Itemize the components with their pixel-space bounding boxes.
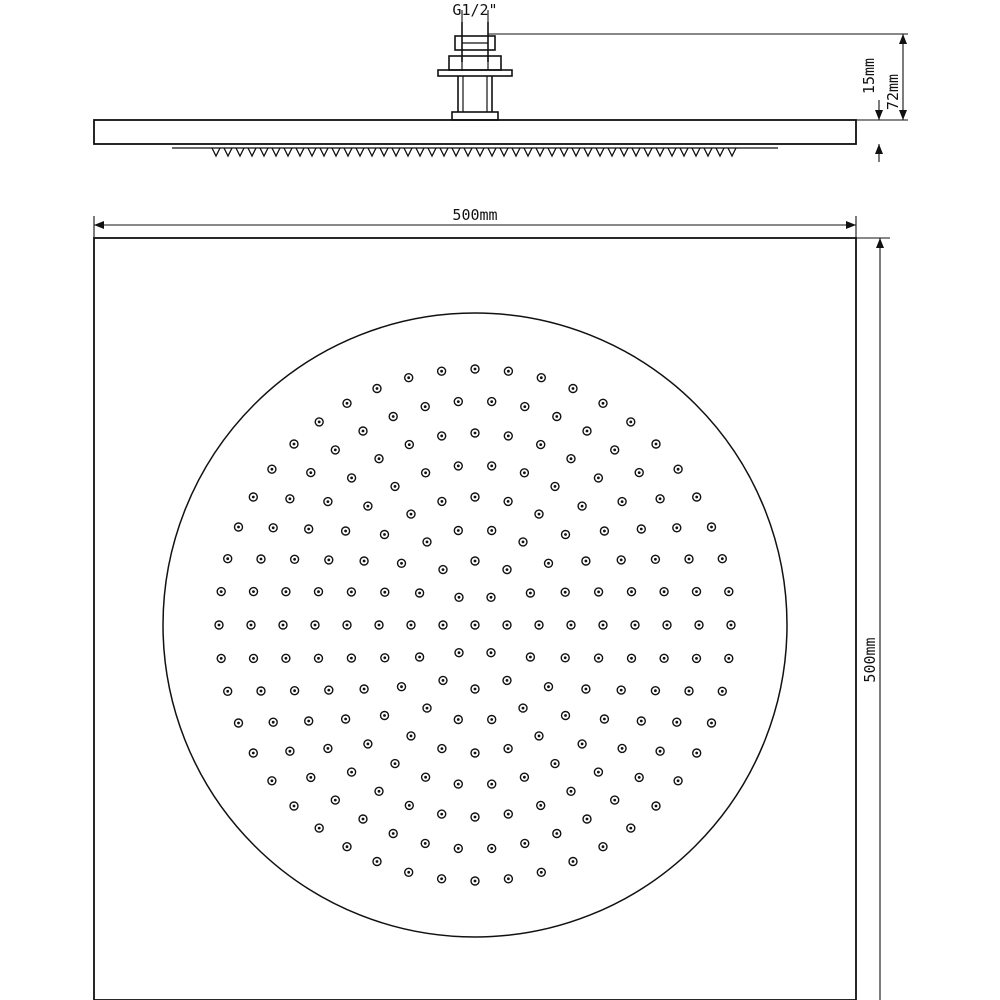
side-view	[94, 22, 856, 156]
nozzle	[594, 768, 602, 776]
nozzle	[342, 715, 350, 723]
side-nozzle	[572, 148, 580, 156]
nozzle	[488, 398, 496, 406]
nozzle	[599, 621, 607, 629]
side-nozzle	[452, 148, 460, 156]
nozzle	[488, 527, 496, 535]
side-nozzle	[716, 148, 724, 156]
nozzle	[360, 557, 368, 565]
depth-label: 500mm	[861, 637, 879, 683]
nozzle	[569, 858, 577, 866]
side-nozzle	[488, 148, 496, 156]
side-nozzle	[668, 148, 676, 156]
nozzle	[718, 555, 726, 563]
nozzle	[391, 482, 399, 490]
nozzle	[375, 455, 383, 463]
nozzle	[343, 399, 351, 407]
nozzle	[503, 621, 511, 629]
nozzle	[405, 868, 413, 876]
side-nozzle	[272, 148, 280, 156]
nozzle	[562, 531, 570, 539]
nozzle	[551, 760, 559, 768]
nozzle	[405, 801, 413, 809]
nozzle	[381, 654, 389, 662]
nozzle	[269, 718, 277, 726]
nozzle	[373, 858, 381, 866]
hex-nut	[449, 56, 501, 70]
nozzle	[291, 687, 299, 695]
nozzle	[535, 621, 543, 629]
nozzle	[286, 747, 294, 755]
nozzle	[405, 374, 413, 382]
nozzle	[423, 538, 431, 546]
nozzle	[504, 875, 512, 883]
side-nozzle	[656, 148, 664, 156]
nozzle	[504, 432, 512, 440]
nozzle	[600, 527, 608, 535]
nozzle	[454, 716, 462, 724]
nozzle	[235, 719, 243, 727]
nozzle	[504, 497, 512, 505]
side-nozzle	[440, 148, 448, 156]
nozzle	[311, 621, 319, 629]
nozzle	[599, 399, 607, 407]
width-label: 500mm	[452, 206, 498, 224]
side-nozzle	[248, 148, 256, 156]
side-nozzle	[560, 148, 568, 156]
nozzle	[454, 462, 462, 470]
nozzle	[725, 654, 733, 662]
side-nozzle	[536, 148, 544, 156]
nozzle	[553, 830, 561, 838]
nozzle	[454, 844, 462, 852]
nozzle	[503, 676, 511, 684]
nozzle	[583, 815, 591, 823]
nozzle	[535, 732, 543, 740]
nozzle	[595, 588, 603, 596]
nozzle	[660, 588, 668, 596]
nozzle	[600, 715, 608, 723]
nozzle	[553, 413, 561, 421]
nozzle	[637, 717, 645, 725]
nozzle	[545, 683, 553, 691]
nozzle	[405, 441, 413, 449]
nozzle	[652, 440, 660, 448]
side-nozzle	[296, 148, 304, 156]
side-nozzle	[608, 148, 616, 156]
nozzle	[519, 538, 527, 546]
side-nozzle	[392, 148, 400, 156]
nozzle	[520, 469, 528, 477]
nozzle	[673, 524, 681, 532]
nozzle	[343, 843, 351, 851]
nozzle	[471, 749, 479, 757]
head-plate	[94, 120, 856, 144]
nozzle	[617, 556, 625, 564]
nozzle	[488, 716, 496, 724]
nozzle	[315, 588, 323, 596]
nozzle	[249, 493, 257, 501]
square-plate	[94, 238, 856, 1000]
side-nozzle	[344, 148, 352, 156]
neck	[452, 76, 498, 120]
nozzle	[375, 787, 383, 795]
nozzle	[487, 593, 495, 601]
nozzle	[569, 385, 577, 393]
nozzle	[685, 687, 693, 695]
total-height-label: 72mm	[884, 73, 902, 111]
nozzle	[652, 802, 660, 810]
nozzle	[520, 773, 528, 781]
side-nozzle	[728, 148, 736, 156]
side-nozzle	[524, 148, 532, 156]
side-nozzle	[356, 148, 364, 156]
nozzle	[359, 815, 367, 823]
nozzle	[582, 557, 590, 565]
nozzle	[454, 527, 462, 535]
nozzle	[471, 813, 479, 821]
nozzle	[422, 469, 430, 477]
top-view	[94, 238, 856, 1000]
nozzle	[693, 493, 701, 501]
nozzle	[535, 510, 543, 518]
nozzle	[381, 531, 389, 539]
nozzle	[305, 717, 313, 725]
nozzle	[391, 760, 399, 768]
nozzle-row	[172, 148, 778, 156]
nozzle	[631, 621, 639, 629]
nozzle	[521, 839, 529, 847]
side-nozzle	[284, 148, 292, 156]
nozzle	[324, 498, 332, 506]
nozzle	[578, 502, 586, 510]
nozzle	[651, 687, 659, 695]
nozzle	[423, 704, 431, 712]
nozzle	[537, 441, 545, 449]
arm-height-label: 15mm	[860, 57, 878, 95]
nozzle	[578, 740, 586, 748]
top-view-dimensions	[94, 216, 890, 1000]
side-nozzle	[476, 148, 484, 156]
nozzle	[488, 844, 496, 852]
side-nozzle	[548, 148, 556, 156]
nozzle	[454, 398, 462, 406]
nozzle	[611, 446, 619, 454]
nozzle	[416, 589, 424, 597]
nozzle	[635, 469, 643, 477]
nozzle	[567, 621, 575, 629]
nozzle	[389, 413, 397, 421]
nozzle	[438, 745, 446, 753]
nozzle	[618, 498, 626, 506]
side-nozzle	[500, 148, 508, 156]
nozzle	[455, 593, 463, 601]
nozzle	[627, 824, 635, 832]
nozzle	[325, 686, 333, 694]
side-view-dimensions	[462, 10, 908, 162]
nozzle	[537, 868, 545, 876]
nozzle	[561, 654, 569, 662]
nozzle	[693, 588, 701, 596]
nozzle	[471, 365, 479, 373]
nozzle	[421, 403, 429, 411]
nozzle	[282, 588, 290, 596]
nozzle	[398, 683, 406, 691]
side-nozzle	[584, 148, 592, 156]
side-nozzle	[680, 148, 688, 156]
side-nozzle	[596, 148, 604, 156]
nozzle	[503, 566, 511, 574]
nozzle	[718, 687, 726, 695]
nozzle	[562, 712, 570, 720]
nozzle	[660, 654, 668, 662]
nozzle	[268, 777, 276, 785]
side-nozzle	[260, 148, 268, 156]
nozzle	[217, 654, 225, 662]
nozzle	[389, 830, 397, 838]
nozzle	[348, 474, 356, 482]
nozzle	[471, 685, 479, 693]
nozzle	[257, 687, 265, 695]
nozzle	[674, 777, 682, 785]
nozzle	[407, 510, 415, 518]
nozzle	[595, 654, 603, 662]
nozzle	[331, 446, 339, 454]
nozzle	[375, 621, 383, 629]
nozzle	[307, 469, 315, 477]
nozzle	[398, 559, 406, 567]
nozzle	[471, 877, 479, 885]
nozzle	[290, 802, 298, 810]
side-nozzle	[416, 148, 424, 156]
nozzle	[373, 385, 381, 393]
nozzle-grid	[215, 365, 735, 885]
nozzle	[279, 621, 287, 629]
nozzle	[594, 474, 602, 482]
nozzle	[454, 780, 462, 788]
nozzle	[290, 440, 298, 448]
nozzle	[268, 465, 276, 473]
nozzle	[315, 824, 323, 832]
nozzle	[561, 588, 569, 596]
side-nozzle	[320, 148, 328, 156]
nozzle	[504, 367, 512, 375]
nozzle	[628, 654, 636, 662]
nozzle	[628, 588, 636, 596]
nozzle	[551, 482, 559, 490]
nozzle	[407, 732, 415, 740]
nozzle	[250, 654, 258, 662]
nozzle	[364, 502, 372, 510]
nozzle	[526, 653, 534, 661]
side-nozzle	[212, 148, 220, 156]
nozzle	[360, 685, 368, 693]
nozzle	[235, 523, 243, 531]
nozzle	[617, 686, 625, 694]
nozzle	[257, 555, 265, 563]
side-nozzle	[236, 148, 244, 156]
nozzle	[725, 588, 733, 596]
nozzle	[348, 768, 356, 776]
nozzle	[656, 495, 664, 503]
side-nozzle	[620, 148, 628, 156]
side-nozzle	[332, 148, 340, 156]
nozzle	[421, 839, 429, 847]
nozzle	[438, 367, 446, 375]
nozzle	[347, 588, 355, 596]
nozzle	[663, 621, 671, 629]
side-nozzle	[644, 148, 652, 156]
nozzle	[325, 556, 333, 564]
nozzle	[315, 418, 323, 426]
side-nozzle	[632, 148, 640, 156]
nozzle	[674, 465, 682, 473]
nozzle	[708, 719, 716, 727]
nozzle	[416, 653, 424, 661]
nozzle	[342, 527, 350, 535]
nozzle	[693, 749, 701, 757]
nozzle	[637, 525, 645, 533]
nozzle	[217, 588, 225, 596]
nozzle	[627, 418, 635, 426]
nozzle	[364, 740, 372, 748]
nozzle	[324, 744, 332, 752]
flange	[438, 70, 512, 76]
nozzle	[537, 801, 545, 809]
nozzle	[567, 787, 575, 795]
thread-size-label: G1/2"	[452, 1, 498, 19]
side-nozzle	[692, 148, 700, 156]
nozzle	[673, 718, 681, 726]
nozzle	[695, 621, 703, 629]
nozzle	[635, 773, 643, 781]
nozzle	[286, 495, 294, 503]
nozzle	[611, 796, 619, 804]
nozzle	[567, 455, 575, 463]
nozzle	[583, 427, 591, 435]
nozzle	[438, 432, 446, 440]
nozzle	[519, 704, 527, 712]
nozzle	[282, 654, 290, 662]
nozzle	[651, 555, 659, 563]
nozzle	[291, 555, 299, 563]
nozzle	[488, 780, 496, 788]
nozzle	[343, 621, 351, 629]
nozzle	[471, 557, 479, 565]
nozzle	[521, 403, 529, 411]
nozzle	[215, 621, 223, 629]
nozzle	[269, 524, 277, 532]
nozzle	[250, 588, 258, 596]
nozzle	[618, 744, 626, 752]
nozzle	[422, 773, 430, 781]
nozzle	[693, 654, 701, 662]
nozzle	[381, 712, 389, 720]
side-nozzle	[380, 148, 388, 156]
side-nozzle	[512, 148, 520, 156]
nozzle	[471, 493, 479, 501]
nozzle	[438, 497, 446, 505]
side-nozzle	[224, 148, 232, 156]
side-nozzle	[308, 148, 316, 156]
side-nozzle	[404, 148, 412, 156]
nozzle	[381, 588, 389, 596]
nozzle	[331, 796, 339, 804]
side-nozzle	[704, 148, 712, 156]
nozzle	[488, 462, 496, 470]
nozzle	[708, 523, 716, 531]
side-nozzle	[464, 148, 472, 156]
nozzle	[537, 374, 545, 382]
nozzle	[545, 559, 553, 567]
nozzle	[224, 687, 232, 695]
nozzle	[526, 589, 534, 597]
nozzle	[359, 427, 367, 435]
nozzle	[455, 649, 463, 657]
nozzle	[656, 747, 664, 755]
side-nozzle	[428, 148, 436, 156]
nozzle	[504, 810, 512, 818]
nozzle	[315, 654, 323, 662]
nozzle	[487, 649, 495, 657]
nozzle	[347, 654, 355, 662]
nozzle	[438, 810, 446, 818]
nozzle	[582, 685, 590, 693]
nozzle	[599, 843, 607, 851]
nozzle	[439, 566, 447, 574]
nozzle	[307, 773, 315, 781]
nozzle	[504, 745, 512, 753]
nozzle	[224, 555, 232, 563]
nozzle	[471, 621, 479, 629]
nozzle	[438, 875, 446, 883]
nozzle	[685, 555, 693, 563]
nozzle	[305, 525, 313, 533]
nozzle	[471, 429, 479, 437]
side-nozzle	[368, 148, 376, 156]
nozzle	[439, 676, 447, 684]
nozzle	[439, 621, 447, 629]
nozzle	[247, 621, 255, 629]
nozzle	[249, 749, 257, 757]
nozzle	[407, 621, 415, 629]
nozzle	[727, 621, 735, 629]
